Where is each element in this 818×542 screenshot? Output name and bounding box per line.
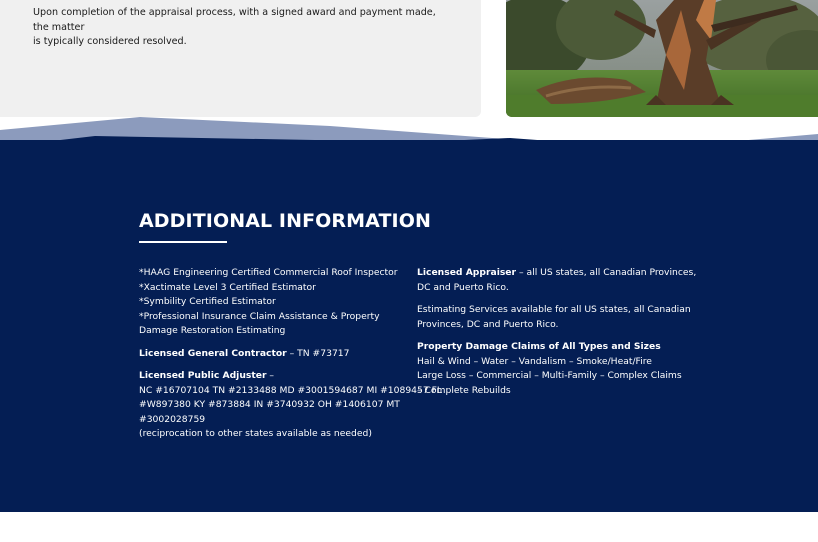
appraiser-coverage-cont: DC and Puerto Rico. bbox=[417, 281, 509, 293]
public-adjuster-line: #3002028759 bbox=[139, 413, 206, 425]
reciprocation-note: (reciprocation to other states available as needed) bbox=[139, 428, 372, 439]
certification-item: Damage Restoration Estimating bbox=[139, 325, 286, 336]
claims-line: – Complete Rebuilds bbox=[417, 384, 511, 396]
certification-item: *Symbility Certified Estimator bbox=[139, 296, 276, 307]
damaged-tree-photo bbox=[506, 0, 818, 117]
additional-information-section bbox=[0, 140, 818, 512]
appraisal-line-2: is typically considered resolved. bbox=[33, 36, 187, 47]
certifications-list bbox=[139, 266, 409, 339]
appraisal-paragraph bbox=[33, 6, 453, 50]
property-damage-claims bbox=[417, 340, 682, 398]
claims-line: Large Loss – Commercial – Multi-Family – Complex Claims bbox=[417, 370, 682, 381]
claims-line: Hail & Wind – Water – Vandalism – Smoke/Heat/Fire bbox=[417, 355, 652, 367]
appraisal-line-1: Upon completion of the appraisal process, with a signed award and payment made, the matter bbox=[33, 7, 436, 33]
appraiser-coverage: – all US states, all Canadian Provinces, bbox=[516, 267, 697, 278]
estimating-services bbox=[417, 303, 691, 332]
heading-underline bbox=[139, 241, 227, 243]
appraisal-text-card bbox=[0, 0, 481, 117]
appraiser-label: Licensed Appraiser bbox=[417, 267, 517, 278]
certification-item: *Professional Insurance Claim Assistance & Property bbox=[139, 310, 380, 322]
page-bottom-spacer bbox=[0, 512, 818, 542]
general-contractor-label: Licensed General Contractor bbox=[139, 347, 287, 359]
additional-information-heading: ADDITIONAL INFORMATION bbox=[139, 210, 431, 232]
appraiser-license bbox=[417, 266, 697, 295]
general-contractor-license bbox=[139, 347, 409, 362]
estimating-line: Estimating Services available for all US states, all Canadian bbox=[417, 304, 691, 315]
public-adjuster-line: #W897380 KY #873884 IN #3740932 OH #1406107 MT bbox=[139, 399, 400, 410]
claims-title: Property Damage Claims of All Types and Sizes bbox=[417, 341, 661, 352]
public-adjuster-label: Licensed Public Adjuster bbox=[139, 370, 267, 381]
info-left-column bbox=[139, 266, 443, 450]
public-adjuster-line: NC #16707104 TN #2133488 MD #3001594687 MI #1089457 FL bbox=[139, 384, 443, 396]
tree-illustration bbox=[506, 0, 818, 117]
estimating-line: Provinces, DC and Puerto Rico. bbox=[417, 318, 559, 330]
general-contractor-number: – TN #73717 bbox=[286, 347, 350, 359]
info-right-column bbox=[417, 266, 697, 406]
public-adjuster-license bbox=[139, 369, 443, 442]
certification-item: *Xactimate Level 3 Certified Estimator bbox=[139, 281, 316, 293]
public-adjuster-dash: – bbox=[266, 370, 275, 381]
certification-item: *HAAG Engineering Certified Commercial Roof Inspector bbox=[139, 267, 398, 278]
